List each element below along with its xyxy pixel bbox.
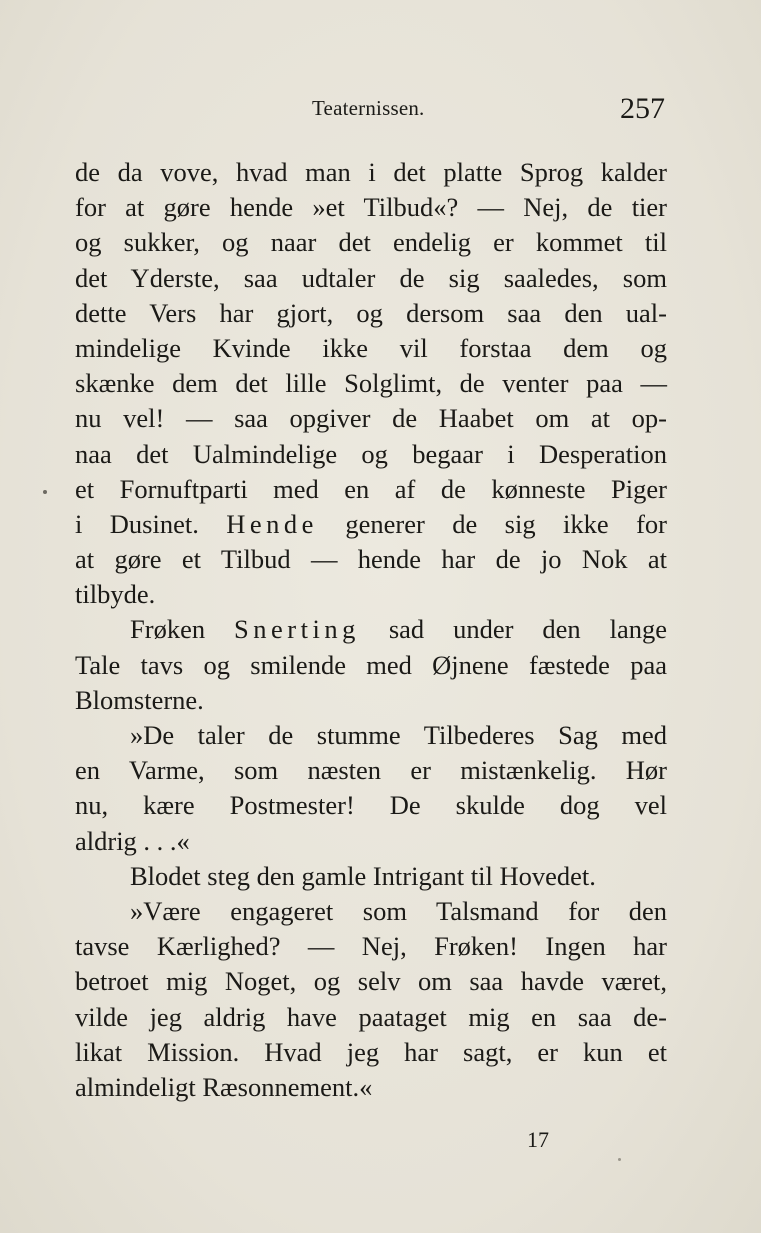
paper-speck [43,490,47,494]
text-line: aldrig . . .« [75,825,190,856]
page-header [0,92,761,132]
text-line [75,507,667,542]
text-line: Blodet steg den gamle Intrigant til Hovedet. [130,860,596,891]
text-line: det Yderste, saa udtaler de sig saaledes, som [75,262,667,293]
text-line: at gøre et Tilbud — hende har de jo Nok at [75,544,667,575]
text-line: »Være engageret som Talsmand for den [130,895,667,926]
text-line: nu vel! — saa opgiver de Haabet om at op- [75,403,667,434]
text-line: for at gøre hende »et Tilbud«? — Nej, de tier [75,192,667,223]
spaced-word: Snerting [234,614,360,645]
text-line: en Varme, som næsten er mistænkelig. Hør [75,755,667,786]
spaced-word: Hende [226,508,318,539]
text-line: mindelige Kvinde ikke vil forstaa dem og [75,332,667,363]
text-line: vilde jeg aldrig have paataget mig en saa de- [75,1001,667,1032]
text-line: og sukker, og naar det endelig er kommet til [75,227,667,258]
text-line: naa det Ualmindelige og begaar i Desperation [75,438,667,469]
text-line: Tale tavs og smilende med Øjnene fæstede paa [75,649,667,680]
signature-mark: 17 [527,1127,549,1152]
text-line: Blomsterne. [75,684,204,715]
text-run: sad under den lange [359,614,668,645]
text-line: dette Vers har gjort, og dersom saa den ual- [75,297,667,328]
text-run: i Dusinet. [75,508,227,539]
text-line [75,612,667,647]
text-line: de da vove, hvad man i det platte Sprog kalder [75,157,667,187]
text-line: betroet mig Noget, og selv om saa havde været, [75,966,667,997]
text-run: Frøken [130,614,235,645]
text-line: nu, kære Postmester! De skulde dog vel [75,790,667,821]
running-title: Teaternissen. [312,96,425,120]
body-text [75,155,667,1105]
text-line: tavse Kærlighed? — Nej, Frøken! Ingen har [75,931,667,962]
text-line: likat Mission. Hvad jeg har sagt, er kun et [75,1036,667,1067]
text-line: skænke dem det lille Solglimt, de venter paa — [75,368,667,399]
paper-speck [618,1158,621,1161]
text-line: tilbyde. [75,579,156,610]
text-line: et Fornuftparti med en af de kønneste Piger [75,473,667,504]
text-line: »De taler de stumme Tilbederes Sag med [130,720,667,750]
text-line: almindeligt Ræsonnement.« [75,1071,373,1102]
page-number: 257 [620,92,665,125]
text-run: generer de sig ikke for [317,508,667,539]
